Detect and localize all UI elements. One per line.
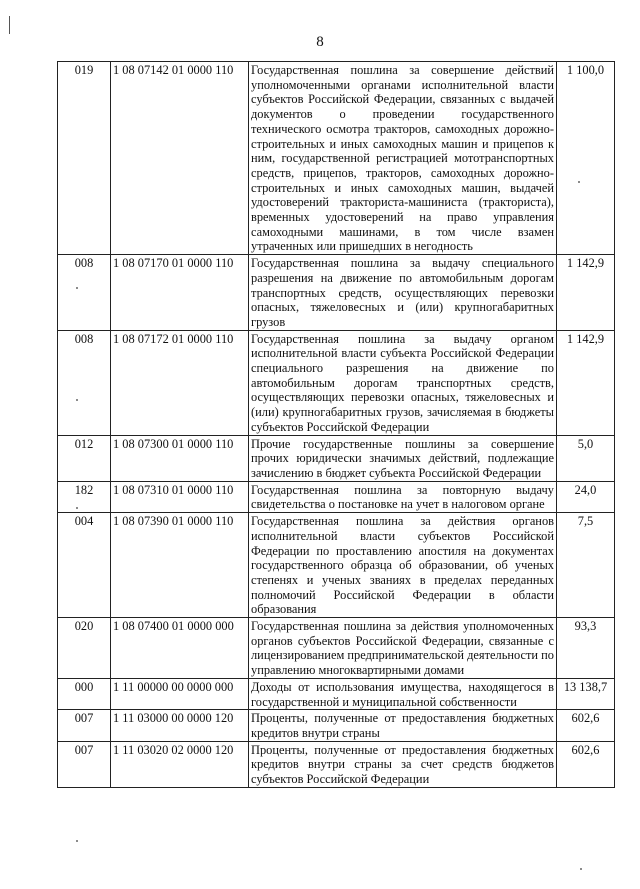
amount-cell: 1 100,0 (557, 62, 615, 255)
budget-code-cell: 1 08 07400 01 0000 000 (111, 618, 249, 679)
admin-code-cell: 007 (58, 741, 111, 787)
table-row (58, 62, 615, 255)
table-row (58, 435, 615, 481)
budget-code-cell: 1 11 03000 00 0000 120 (111, 710, 249, 741)
table-row (58, 618, 615, 679)
budget-code-cell: 1 08 07300 01 0000 110 (111, 435, 249, 481)
budget-code-cell: 1 08 07172 01 0000 110 (111, 330, 249, 435)
admin-code-cell: 012 (58, 435, 111, 481)
revenue-name-cell: Проценты, полученные от предоставления бюджетных кредитов внутри страны (249, 710, 557, 741)
admin-code-cell: 008 (58, 255, 111, 331)
revenue-name-cell: Государственная пошлина за выдачу специального разрешения на движение по автомобильным дорогам транспортных средств, осуществляющих перевозки опасных, тяжеловесных и (или) крупногабаритных грузов (249, 255, 557, 331)
amount-cell: 13 138,7 (557, 678, 615, 709)
table-row (58, 255, 615, 331)
table-row (58, 678, 615, 709)
budget-code-cell: 1 08 07310 01 0000 110 (111, 481, 249, 512)
admin-code-cell: 004 (58, 513, 111, 618)
table-row (58, 710, 615, 741)
admin-code-cell: 020 (58, 618, 111, 679)
amount-cell: 1 142,9 (557, 330, 615, 435)
revenue-name-cell: Государственная пошлина за действия уполномоченных органов субъектов Российской Федерации, связанные с лицензированием предпринимательской деятельности по управлению многоквартирными домами (249, 618, 557, 679)
revenue-name-cell: Проценты, полученные от предоставления бюджетных кредитов внутри страны за счет средств бюджетов субъектов Российской Федерации (249, 741, 557, 787)
admin-code-cell: 019 (58, 62, 111, 255)
amount-cell: 1 142,9 (557, 255, 615, 331)
revenue-name-cell: Прочие государственные пошлины за совершение прочих юридически значимых действий, подлежащие зачислению в бюджет субъекта Российской Федерации (249, 435, 557, 481)
admin-code-cell: 000 (58, 678, 111, 709)
budget-code-cell: 1 11 03020 02 0000 120 (111, 741, 249, 787)
budget-code-cell: 1 08 07390 01 0000 110 (111, 513, 249, 618)
table-row (58, 481, 615, 512)
amount-cell: 24,0 (557, 481, 615, 512)
amount-cell: 602,6 (557, 710, 615, 741)
table-row (58, 330, 615, 435)
revenue-name-cell: Государственная пошлина за выдачу органом исполнительной власти субъекта Российской Федерации специального разрешения на движение по автомобильным дорогам транспортных средств, осуществляющих перевозки опасных, тяжеловесных и (или) крупногабаритных грузов, зачисляемая в бюджеты субъектов Российской Федерации (249, 330, 557, 435)
admin-code-cell: 007 (58, 710, 111, 741)
revenue-name-cell: Доходы от использования имущества, находящегося в государственной и муниципальной собственности (249, 678, 557, 709)
budget-code-cell: 1 08 07170 01 0000 110 (111, 255, 249, 331)
page-number: 8 (316, 34, 324, 50)
budget-code-cell: 1 11 00000 00 0000 000 (111, 678, 249, 709)
amount-cell: 93,3 (557, 618, 615, 679)
admin-code-cell: 182 (58, 481, 111, 512)
revenue-name-cell: Государственная пошлина за совершение действий уполномоченными органами исполнительной власти субъектов Российской Федерации, связанных с выдачей документов о проведении государственного технического осмотра тракторов, самоходных дорожно-строительных и иных самоходных машин и прицепов к ним, государственной регистрацией мототранспортных средств, прицепов, тракторов, самоходных дорожно-строительных и иных самоходных машин, выдачей удостоверений тракториста-машиниста (тракториста), временных удостоверений на право управления самоходными машинами, в том числе взамен утраченных или пришедших в негодность (249, 62, 557, 255)
table-row (58, 513, 615, 618)
budget-code-cell: 1 08 07142 01 0000 110 (111, 62, 249, 255)
amount-cell: 7,5 (557, 513, 615, 618)
table-row (58, 741, 615, 787)
revenue-name-cell: Государственная пошлина за действия органов исполнительной власти субъектов Российской Федерации по проставлению апостиля на документах государственного образца об образовании, об ученых степенях и ученых званиях в пределах переданных полномочий Российской Федерации в области образования (249, 513, 557, 618)
revenue-name-cell: Государственная пошлина за повторную выдачу свидетельства о постановке на учет в налоговом органе (249, 481, 557, 512)
scan-edge-mark (9, 16, 10, 34)
amount-cell: 602,6 (557, 741, 615, 787)
admin-code-cell: 008 (58, 330, 111, 435)
amount-cell: 5,0 (557, 435, 615, 481)
revenue-table (57, 61, 615, 788)
